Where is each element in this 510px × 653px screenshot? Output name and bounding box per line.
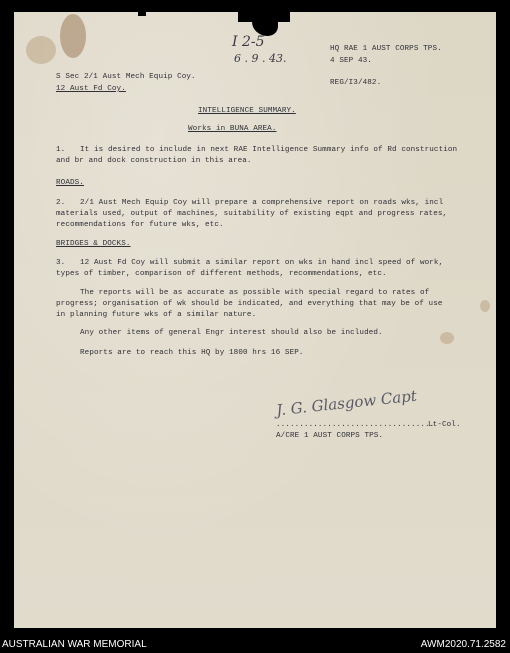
- section-heading-bridges: BRIDGES & DOCKS.: [56, 240, 131, 248]
- header-from: HQ RAE 1 AUST CORPS TPS.: [330, 45, 442, 53]
- para-line: recommendations for future wks, etc.: [56, 221, 224, 229]
- handwritten-signature: J. G. Glasgow Capt: [275, 386, 418, 420]
- signature-title: A/CRE 1 AUST CORPS TPS.: [276, 432, 384, 440]
- para-number: 3.: [56, 259, 66, 267]
- para-number: 1.: [56, 146, 66, 154]
- document-subtitle: Works in BUNA AREA.: [188, 125, 277, 133]
- para-line: It is desired to include in next RAE Intelligence Summary info of Rd construction: [80, 146, 458, 154]
- header-ref: REG/I3/482.: [330, 79, 382, 87]
- document-page: [14, 12, 496, 628]
- stain-mark: [440, 332, 454, 344]
- addressee: 12 Aust Fd Coy.: [56, 85, 126, 93]
- handwritten-file-ref: I 2-5: [232, 34, 265, 50]
- para-line: 12 Aust Fd Coy will submit a similar report on wks in hand incl speed of work,: [80, 259, 444, 267]
- para-line: types of timber, comparison of different methods, recommendations, etc.: [56, 270, 387, 278]
- para-line: Any other items of general Engr interest should also be included.: [80, 329, 383, 337]
- para-line: progress; organisation of wk should be indicated, and everything that may be of use: [56, 300, 443, 308]
- footer-accession-number: AWM2020.71.2582: [420, 639, 506, 650]
- stain-mark: [480, 300, 490, 312]
- rust-stain: [26, 36, 56, 64]
- para-line: materials used, output of machines, suitability of existing eqpt and progress rates,: [56, 210, 448, 218]
- addressee: S Sec 2/1 Aust Mech Equip Coy.: [56, 73, 196, 81]
- section-heading-roads: ROADS.: [56, 179, 84, 187]
- signature-rank: Lt-Col.: [428, 421, 461, 429]
- para-line: 2/1 Aust Mech Equip Coy will prepare a comprehensive report on roads wks, incl: [80, 199, 444, 207]
- para-number: 2.: [56, 199, 66, 207]
- paper-tear: [138, 12, 146, 16]
- handwritten-date: 6 . 9 . 43.: [234, 52, 287, 65]
- signature-dots: ..................................: [276, 421, 435, 429]
- para-line: in planning future wks of a similar nature.: [56, 311, 257, 319]
- rust-stain: [60, 14, 86, 58]
- para-line: Reports are to reach this HQ by 1800 hrs 16 SEP.: [80, 349, 304, 357]
- header-date: 4 SEP 43.: [330, 57, 372, 65]
- footer-institution: AUSTRALIAN WAR MEMORIAL: [2, 639, 147, 650]
- para-line: The reports will be as accurate as possible with special regard to rates of: [80, 289, 430, 297]
- document-title: INTELLIGENCE SUMMARY.: [198, 107, 296, 115]
- para-line: and br and dock construction in this area.: [56, 157, 252, 165]
